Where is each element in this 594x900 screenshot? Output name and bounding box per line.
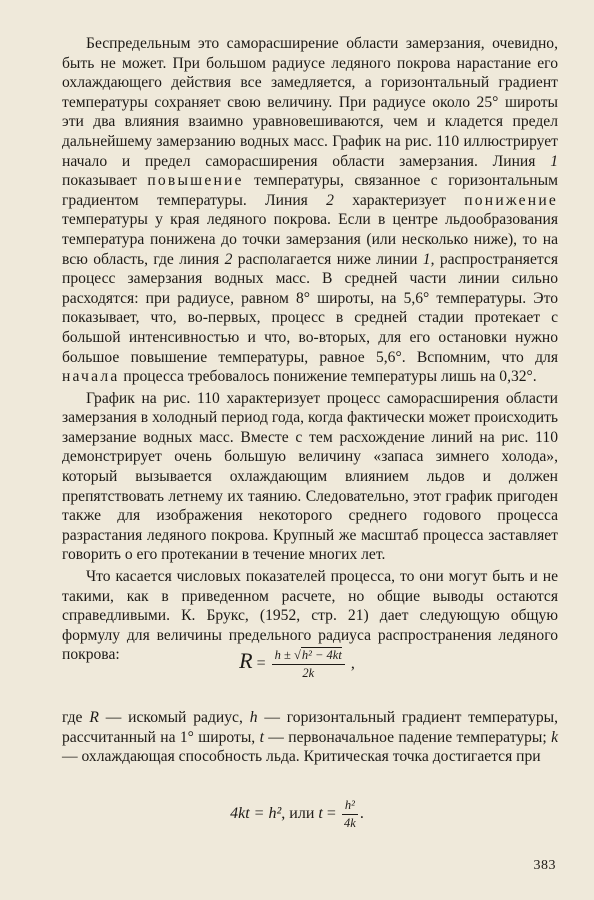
text-run: процесса требовалось понижение температуры лишь на 0,32°. bbox=[119, 368, 537, 386]
text-run: показывает bbox=[62, 172, 148, 190]
text-run: располагается ниже линии bbox=[232, 250, 423, 268]
text-run: Беспредельным это саморасширение области замерзания, очевидно, быть не может. При большом радиусе ледяного покрова нарастание его охлаждающего действия все замедляется, а горизонтальный градиент температуры сохраняет свою величину. При радиусе около 25° широты эти два влияния взаимно уравновешиваются, чем и кладется предел дальнейшему замерзанию водных масс. График на рис. 110 иллюстрирует начало и предел саморасширения области замерзания. Линия bbox=[62, 35, 558, 170]
text-run: , распространяется процесс замерзания водных масс. В средней части линии сильно расходятся: при радиусе, равном 8° широты, на 5,6° температуры. Это показывает, что, во-первых, процесс в средней стадии протекает с большой интенсивностью и что, во-вторых, для его остановки нужно большое повышение температуры, равное 5,6°. Вспомним, что для bbox=[62, 250, 558, 366]
explanation-block bbox=[62, 708, 558, 767]
formula-equals: = bbox=[256, 655, 266, 673]
text-run: характеризует bbox=[333, 191, 465, 209]
text-run: График на рис. 110 характеризует процесс саморасширения области замерзания в холодный период года, когда фактически может происходить замерзание водных масс. Вместе с тем расхождение линий на рис. 110 демонстрирует очень большую величину «запаса зимнего холода», который вызывается охлаждающим влиянием льдов и должен препятствовать летнему их таянию. Следовательно, этот график пригоден также для изображения некоторого среднего годового процесса разрастания ледяного покрова. Крупный же масштаб процесса заставляет говорить о его протекании в течение многих лет. bbox=[62, 389, 558, 564]
formula2-fraction bbox=[342, 798, 358, 831]
explanation-run: — первоначальное падение температуры; bbox=[263, 728, 552, 746]
page-number: 383 bbox=[533, 858, 556, 873]
formula-root-sign: √ bbox=[294, 648, 301, 662]
text-column bbox=[62, 34, 558, 665]
text-run: начала bbox=[62, 368, 120, 386]
formula-radius bbox=[0, 648, 594, 681]
formula-radicand: h² − 4kt bbox=[301, 648, 342, 662]
formula-lhs: R bbox=[239, 648, 253, 674]
formula-fraction bbox=[272, 648, 345, 681]
formula-num-h: h bbox=[274, 648, 281, 662]
explanation-run: R bbox=[89, 709, 99, 726]
text-run: Что касается числовых показателей процесса, то они могут быть и не такими, как в приведенном расчете, но общие выводы остаются справедливыми. К. Брукс, (1952, стр. 21) дает следующую общую формулу для величины предельного радиуса распространения ледяного покрова: bbox=[62, 568, 558, 664]
formula2-den: 4k bbox=[343, 816, 356, 830]
text-run: 2 bbox=[224, 250, 233, 268]
formula2-sep: , или bbox=[281, 805, 319, 823]
text-run: повышение bbox=[147, 172, 244, 190]
formula2-left: 4kt = h² bbox=[230, 805, 282, 823]
paragraph-1 bbox=[62, 34, 558, 387]
explanation-run: — охлаждающая способность льда. Критическая точка достигается при bbox=[62, 748, 541, 766]
explanation-run: h bbox=[249, 709, 258, 726]
text-run: температуры, связанное с горизонтальным градиентом температуры. Линия bbox=[62, 172, 558, 209]
formula2-tail: . bbox=[359, 805, 364, 823]
formula2-eq: = bbox=[322, 805, 340, 823]
explanation-run: t bbox=[259, 728, 264, 746]
explanation-run: где bbox=[62, 709, 90, 726]
formula2-num: h² bbox=[342, 798, 358, 815]
explanation-paragraph bbox=[62, 708, 558, 767]
formula2-t: t bbox=[318, 805, 323, 823]
text-run: температуры у края ледяного покрова. Если в центре льдообразования температура понижена до точки замерзания (или несколько ниже), то на всю область, где линия bbox=[62, 211, 558, 268]
text-run: понижение bbox=[464, 191, 558, 209]
explanation-run: — искомый радиус, bbox=[98, 709, 250, 726]
formula-num-pm: ± bbox=[280, 648, 294, 662]
formula-tail: , bbox=[350, 655, 355, 673]
text-run: 1 bbox=[550, 152, 558, 170]
text-run: 1 bbox=[422, 250, 431, 268]
formula-numerator bbox=[272, 648, 345, 665]
formula-denominator: 2k bbox=[302, 666, 315, 680]
paragraph-2 bbox=[62, 389, 558, 565]
formula-critical bbox=[0, 798, 594, 831]
text-run: 2 bbox=[326, 191, 334, 209]
explanation-run: — горизонтальный градиент температуры, рассчитанный на 1° широты, bbox=[62, 709, 558, 746]
explanation-run: k bbox=[551, 728, 559, 746]
